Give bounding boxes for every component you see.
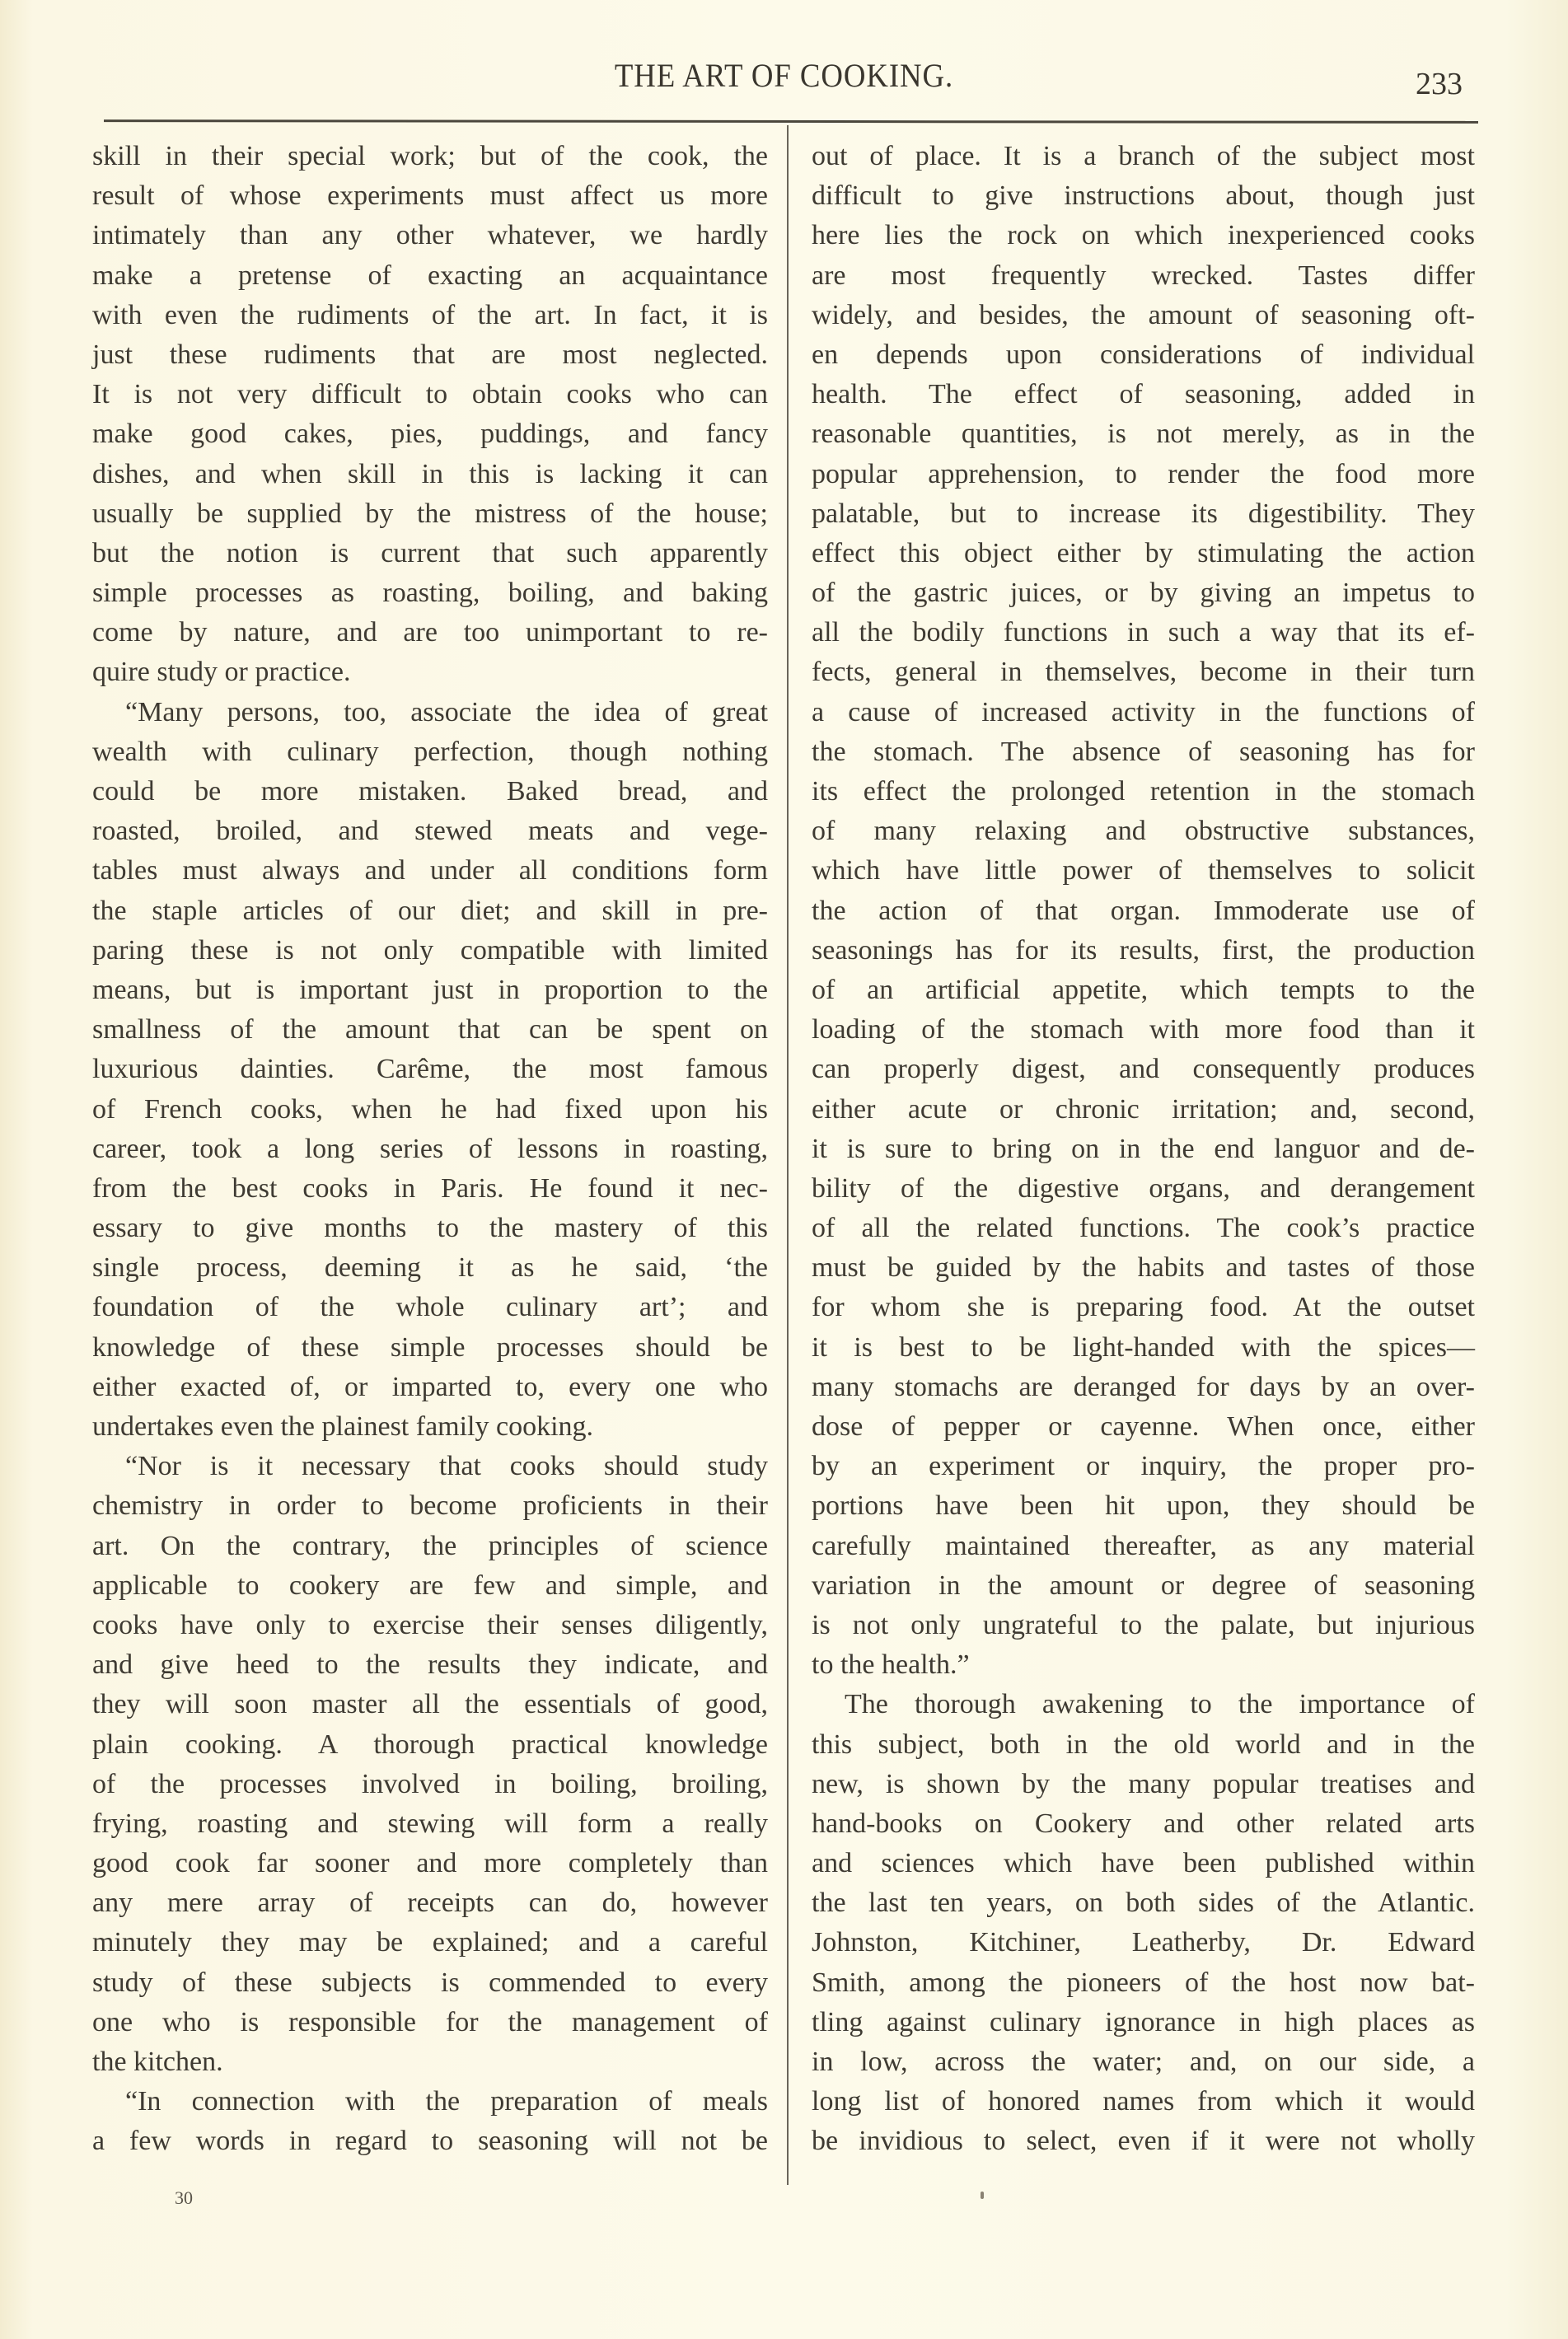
text-line: its effect the prolonged retention in the stomach <box>812 776 1475 807</box>
text-line: new, is shown by the many popular treatises and <box>812 1768 1475 1799</box>
text-line: health. The effect of seasoning, added in <box>812 379 1475 410</box>
text-line: simple processes as roasting, boiling, and baking <box>92 578 768 609</box>
text-line: just these rudiments that are most neglected. <box>92 339 768 370</box>
text-line: of the gastric juices, or by giving an impetus to <box>812 578 1475 609</box>
left-column <box>92 137 768 2162</box>
text-line: roasted, broiled, and stewed meats and vege- <box>92 816 768 847</box>
text-line: The thorough awakening to the importance of <box>845 1689 1475 1720</box>
text-line: to the health.” <box>812 1649 970 1681</box>
text-line: means, but is important just in proportion to the <box>92 974 768 1005</box>
text-line: for whom she is preparing food. At the outset <box>812 1292 1475 1323</box>
text-line: make a pretense of exacting an acquaintance <box>92 260 768 291</box>
text-line: intimately than any other whatever, we hardly <box>92 220 768 251</box>
text-line: are most frequently wrecked. Tastes differ <box>812 260 1475 291</box>
text-line: smallness of the amount that can be spent on <box>92 1014 768 1046</box>
text-line: any mere array of receipts can do, however <box>92 1888 768 1919</box>
text-line: the staple articles of our diet; and skill in pre- <box>92 895 768 926</box>
text-line: paring these is not only compatible with limited <box>92 934 768 966</box>
text-line: either acute or chronic irritation; and, second, <box>812 1093 1475 1125</box>
text-line: reasonable quantities, is not merely, as in the <box>812 419 1475 450</box>
text-line: of the processes involved in boiling, broiling, <box>92 1768 768 1799</box>
text-line: be invidious to select, even if it were not wholly <box>812 2126 1475 2157</box>
text-line: by an experiment or inquiry, the proper pro- <box>812 1451 1475 1482</box>
text-line: in low, across the water; and, on our side, a <box>812 2047 1475 2077</box>
right-column <box>812 137 1475 2162</box>
running-title: THE ART OF COOKING. <box>614 57 954 94</box>
text-line: it is sure to bring on in the end languor and de- <box>812 1133 1475 1164</box>
text-line: all the bodily functions in such a way that its ef- <box>812 617 1475 648</box>
text-line: the last ten years, on both sides of the Atlantic. <box>812 1888 1475 1919</box>
text-line: effect this object either by stimulating the action <box>812 537 1475 568</box>
text-line: of French cooks, when he had fixed upon his <box>92 1093 768 1125</box>
text-line: of all the related functions. The cook’s practice <box>812 1213 1475 1244</box>
text-line: must be guided by the habits and tastes of those <box>812 1252 1475 1284</box>
text-line: frying, roasting and stewing will form a really <box>92 1808 768 1839</box>
text-line: single process, deeming it as he said, ‘the <box>92 1252 768 1284</box>
text-line: variation in the amount or degree of seasoning <box>812 1569 1475 1601</box>
text-line: but the notion is current that such apparently <box>92 537 768 568</box>
text-line: dishes, and when skill in this is lacking it can <box>92 458 768 489</box>
text-line: and give heed to the results they indicate, and <box>92 1649 768 1681</box>
text-line: from the best cooks in Paris. He found it nec- <box>92 1172 768 1204</box>
signature-mark: 30 <box>175 2187 193 2208</box>
text-line: difficult to give instructions about, though just <box>812 180 1475 212</box>
text-line: this subject, both in the old world and in the <box>812 1729 1475 1760</box>
text-line: result of whose experiments must affect us more <box>92 180 768 212</box>
text-line: either exacted of, or imparted to, every one who <box>92 1371 768 1402</box>
ink-speck <box>981 2192 984 2199</box>
column-divider <box>787 125 789 2185</box>
text-line: undertakes even the plainest family cooking. <box>92 1411 594 1442</box>
text-line: quire study or practice. <box>92 657 351 688</box>
text-line: usually be supplied by the mistress of the house; <box>92 498 768 529</box>
text-line: and sciences which have been published within <box>812 1848 1475 1879</box>
text-line: the stomach. The absence of seasoning has for <box>812 736 1475 767</box>
text-line: a cause of increased activity in the functions of <box>812 696 1475 727</box>
text-line: could be more mistaken. Baked bread, and <box>92 776 768 807</box>
text-line: skill in their special work; but of the cook, the <box>92 141 768 171</box>
text-line: tables must always and under all conditions form <box>92 855 768 886</box>
text-line: Smith, among the pioneers of the host now bat- <box>812 1967 1475 1998</box>
text-line: fects, general in themselves, become in their turn <box>812 657 1475 688</box>
text-line: foundation of the whole culinary art’; and <box>92 1292 768 1323</box>
text-line: “Nor is it necessary that cooks should study <box>125 1451 768 1482</box>
text-line: chemistry in order to become proficients in their <box>92 1490 768 1522</box>
text-line: It is not very difficult to obtain cooks who can <box>92 379 768 410</box>
text-line: carefully maintained thereafter, as any material <box>812 1530 1475 1561</box>
text-line: long list of honored names from which it would <box>812 2086 1475 2117</box>
text-line: many stomachs are deranged for days by an over- <box>812 1371 1475 1402</box>
text-line: seasonings has for its results, first, the production <box>812 934 1475 966</box>
text-line: it is best to be light-handed with the spices— <box>812 1331 1475 1363</box>
text-line: career, took a long series of lessons in roasting, <box>92 1133 768 1164</box>
text-line: of an artificial appetite, which tempts to the <box>812 974 1475 1005</box>
text-line: popular apprehension, to render the food more <box>812 458 1475 489</box>
text-line: dose of pepper or cayenne. When once, either <box>812 1411 1475 1442</box>
text-line: which have little power of themselves to solicit <box>812 855 1475 886</box>
text-line: they will soon master all the essentials of good, <box>92 1689 768 1720</box>
text-line: en depends upon considerations of individual <box>812 339 1475 370</box>
text-line: wealth with culinary perfection, though nothing <box>92 736 768 767</box>
text-line: knowledge of these simple processes should be <box>92 1331 768 1363</box>
text-line: here lies the rock on which inexperienced cooks <box>812 220 1475 251</box>
text-line: good cook far sooner and more completely than <box>92 1848 768 1879</box>
text-line: come by nature, and are too unimportant to re- <box>92 617 768 648</box>
text-line: hand-books on Cookery and other related arts <box>812 1808 1475 1839</box>
text-line: tling against culinary ignorance in high places as <box>812 2006 1475 2037</box>
text-line: loading of the stomach with more food than it <box>812 1014 1475 1046</box>
text-line: make good cakes, pies, puddings, and fancy <box>92 419 768 450</box>
text-line: “In connection with the preparation of meals <box>125 2086 768 2117</box>
text-line: the kitchen. <box>92 2047 223 2077</box>
text-line: portions have been hit upon, they should be <box>812 1490 1475 1522</box>
text-line: palatable, but to increase its digestibility. They <box>812 498 1475 529</box>
text-line: Johnston, Kitchiner, Leatherby, Dr. Edward <box>812 1927 1475 1958</box>
page-number: 233 <box>1416 67 1463 101</box>
text-line: study of these subjects is commended to every <box>92 1967 768 1998</box>
text-line: widely, and besides, the amount of seasoning oft- <box>812 299 1475 330</box>
text-line: “Many persons, too, associate the idea of great <box>125 696 768 727</box>
text-line: bility of the digestive organs, and derangement <box>812 1172 1475 1204</box>
text-line: plain cooking. A thorough practical knowledge <box>92 1729 768 1760</box>
text-line: cooks have only to exercise their senses diligently, <box>92 1609 768 1640</box>
text-line: of many relaxing and obstructive substances, <box>812 816 1475 847</box>
text-line: art. On the contrary, the principles of science <box>92 1530 768 1561</box>
text-line: out of place. It is a branch of the subject most <box>812 141 1475 171</box>
text-line: is not only ungrateful to the palate, but injurious <box>812 1609 1475 1640</box>
header-rule <box>104 119 1478 124</box>
text-line: essary to give months to the mastery of this <box>92 1213 768 1244</box>
text-line: minutely they may be explained; and a careful <box>92 1927 768 1958</box>
text-line: with even the rudiments of the art. In fact, it is <box>92 299 768 330</box>
text-line: can properly digest, and consequently produces <box>812 1054 1475 1085</box>
text-line: a few words in regard to seasoning will not be <box>92 2126 768 2157</box>
text-line: applicable to cookery are few and simple, and <box>92 1569 768 1601</box>
text-line: the action of that organ. Immoderate use of <box>812 895 1475 926</box>
text-line: luxurious dainties. Carême, the most famous <box>92 1054 768 1085</box>
text-line: one who is responsible for the management of <box>92 2006 768 2037</box>
